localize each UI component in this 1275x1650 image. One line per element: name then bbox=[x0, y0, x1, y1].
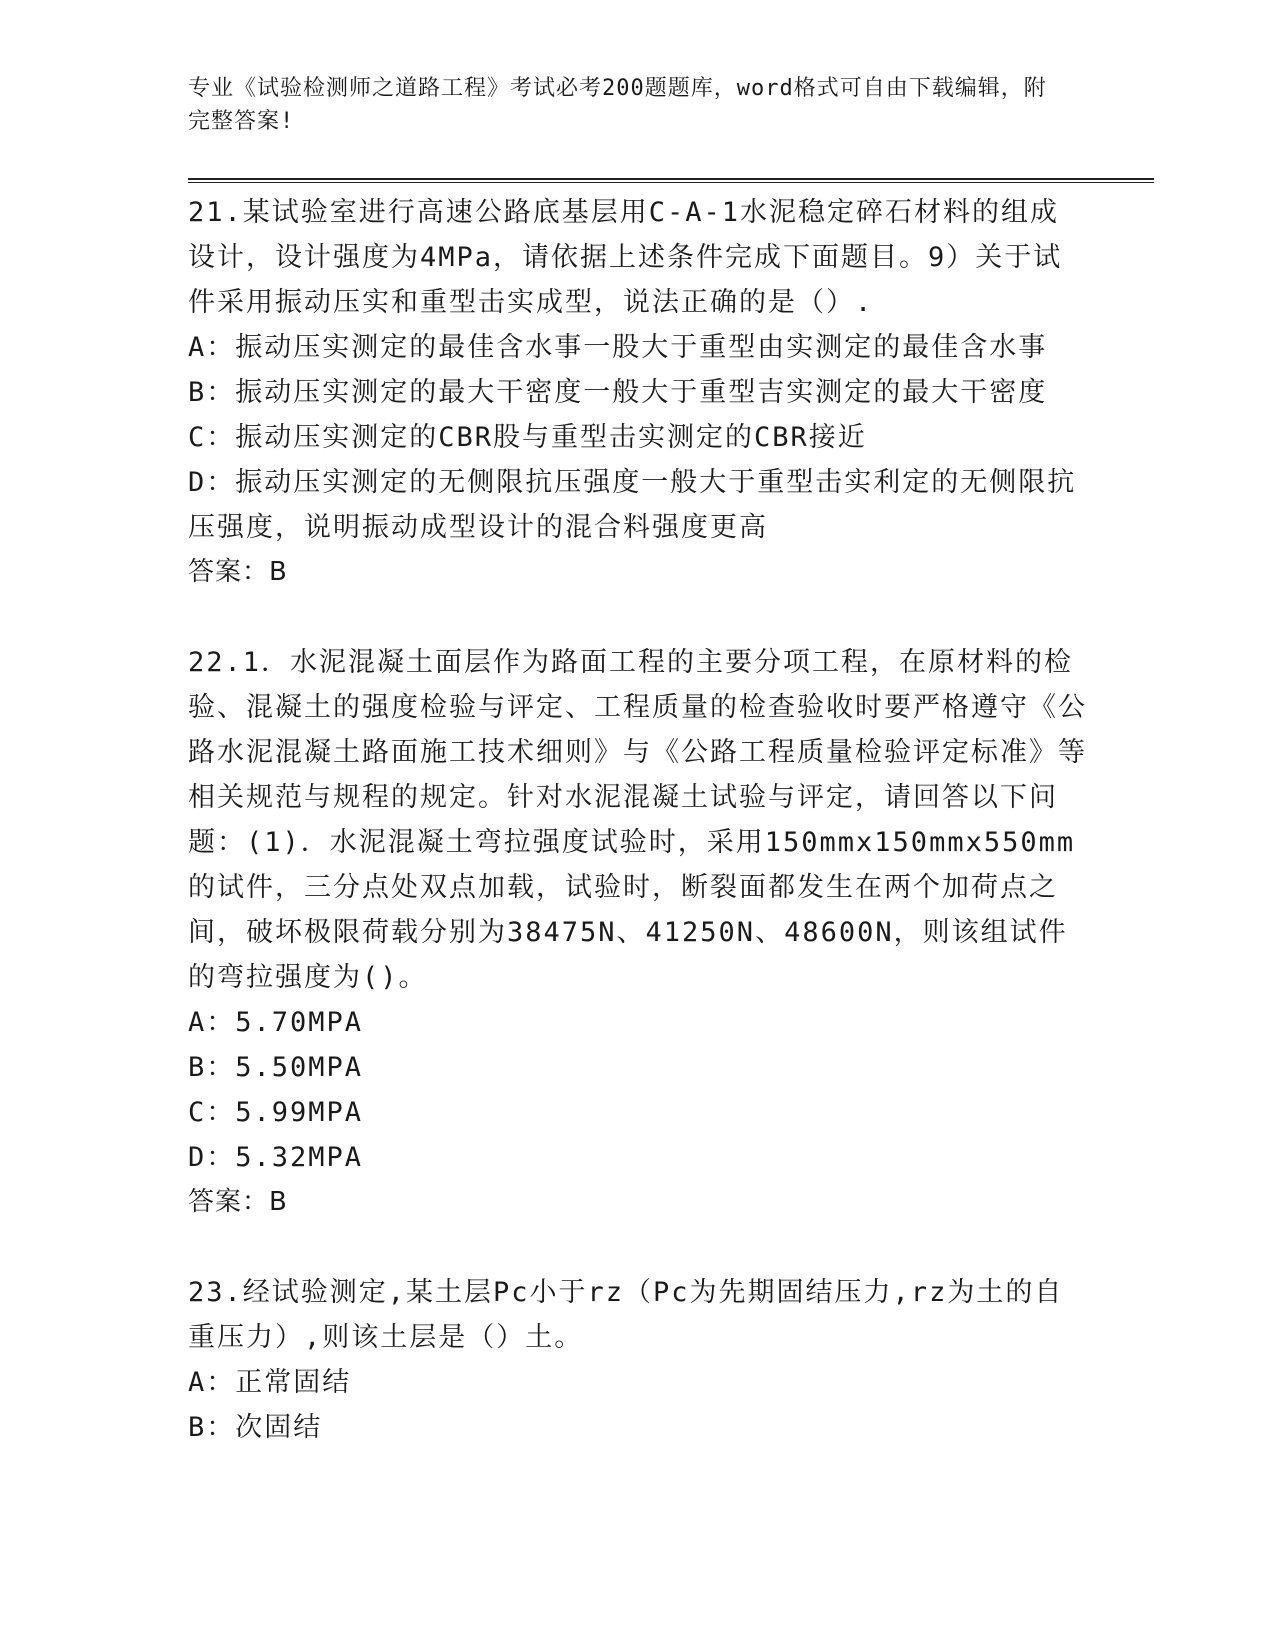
header-divider bbox=[188, 178, 1154, 183]
option-d: D：振动压实测定的无侧限抗压强度一般大于重型击实利定的无侧限抗压强度，说明振动成型设计的混合料强度更高 bbox=[188, 467, 1077, 543]
option-b: B：振动压实测定的最大干密度一般大于重型吉实测定的最大干密度 bbox=[188, 377, 1048, 408]
document-body bbox=[188, 190, 1088, 1495]
option-a: A：正常固结 bbox=[188, 1367, 352, 1398]
option-b: B：次固结 bbox=[188, 1412, 323, 1443]
option-b: B：5.50MPA bbox=[188, 1052, 364, 1083]
option-c: C：5.99MPA bbox=[188, 1097, 364, 1128]
option-a: A：振动压实测定的最佳含水事一股大于重型由实测定的最佳含水事 bbox=[188, 332, 1048, 363]
answer-text: 答案：B bbox=[188, 1187, 288, 1217]
question-21 bbox=[188, 190, 1088, 595]
question-stem: 22.1．水泥混凝土面层作为路面工程的主要分项工程，在原材料的检验、混凝土的强度检验与评定、工程质量的检查验收时要严格遵守《公路水泥混凝土路面施工技术细则》与《公路工程质量检验评定标准》等相关规范与规程的规定。针对水泥混凝土试验与评定，请回答以下问题：(1)．水泥混凝土弯拉强度试验时，采用150mmx150mmx550mm的试件，三分点处双点加载，试验时，断裂面都发生在两个加荷点之间，破坏极限荷载分别为38475N、41250N、48600N，则该组试件的弯拉强度为()。 bbox=[188, 647, 1087, 993]
document-header bbox=[188, 72, 1068, 138]
option-d: D：5.32MPA bbox=[188, 1142, 364, 1173]
option-c: C：振动压实测定的CBR股与重型击实测定的CBR接近 bbox=[188, 422, 867, 453]
question-stem: 23.经试验测定,某土层Pc小于rz（Pc为先期固结压力,rz为土的自重压力）,则该土层是（）土。 bbox=[188, 1277, 1064, 1353]
answer-text: 答案：B bbox=[188, 557, 288, 587]
option-a: A：5.70MPA bbox=[188, 1007, 364, 1038]
question-23 bbox=[188, 1270, 1088, 1450]
question-stem: 21.某试验室进行高速公路底基层用C-A-1水泥稳定碎石材料的组成设计，设计强度为4MPa，请依据上述条件完成下面题目。9）关于试件采用振动压实和重型击实成型，说法正确的是（）. bbox=[188, 197, 1063, 318]
header-text: 专业《试验检测师之道路工程》考试必考200题题库，word格式可自由下载编辑，附完整答案! bbox=[188, 76, 1047, 134]
question-22 bbox=[188, 640, 1088, 1225]
